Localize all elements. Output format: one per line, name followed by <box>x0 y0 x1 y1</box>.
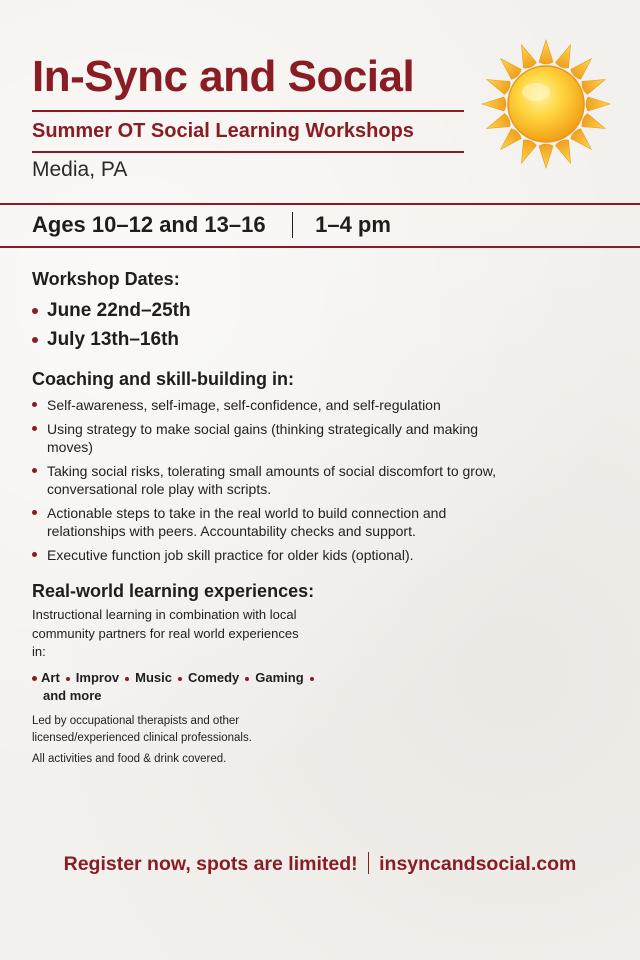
activity-item: Comedy <box>187 670 240 685</box>
date-text: June 22nd–25th <box>47 299 191 321</box>
bullet-dot-icon <box>245 677 249 681</box>
band-top-rule <box>0 203 640 205</box>
skill-text: Actionable steps to take in the real world to build connection and relationships with peers. Accountability checks and support. <box>47 505 447 539</box>
band-separator <box>292 212 294 238</box>
coaching-heading: Coaching and skill-building in: <box>32 369 294 389</box>
page-title: In-Sync and Social <box>32 52 415 101</box>
page-subtitle: Summer OT Social Learning Workshops <box>32 120 414 142</box>
date-text: July 13th–16th <box>47 328 179 350</box>
footer-cta <box>0 852 640 876</box>
coaching-list <box>32 396 502 570</box>
real-world-heading: Real-world learning experiences: <box>32 581 315 601</box>
bullet-dot-icon <box>125 677 129 681</box>
list-item <box>32 462 502 498</box>
location-text: Media, PA <box>32 158 128 181</box>
bullet-dot-icon <box>32 552 37 557</box>
bullet-dot-icon <box>66 677 70 681</box>
footer-separator <box>368 852 370 874</box>
activity-item: Art <box>41 670 60 685</box>
list-item <box>32 546 502 564</box>
list-item <box>32 420 502 456</box>
workshop-dates-heading: Workshop Dates: <box>32 269 180 289</box>
activity-item: Improv <box>75 670 120 685</box>
skill-text: Taking social risks, tolerating small amounts of social discomfort to grow, conversational role play with scripts. <box>47 463 496 497</box>
coverage-note: All activities and food & drink covered. <box>32 753 227 765</box>
sun-icon <box>466 38 622 170</box>
skill-text: Using strategy to make social gains (thinking strategically and making moves) <box>47 421 479 455</box>
band-bottom-rule <box>0 246 640 248</box>
bullet-dot-icon <box>310 677 314 681</box>
list-item <box>32 504 502 540</box>
activity-item: and more <box>43 688 102 703</box>
website-link[interactable]: insyncandsocial.com <box>379 853 577 875</box>
bullet-dot-icon <box>32 510 37 515</box>
bullet-dot-icon <box>32 426 37 431</box>
real-world-description: Instructional learning in combination with local community partners for real world experiences in: <box>32 607 299 659</box>
bullet-dot-icon <box>178 677 182 681</box>
register-cta-text: Register now, spots are limited! <box>63 853 358 875</box>
workshop-dates-list <box>32 296 191 354</box>
skill-text: Self-awareness, self-image, self-confidence, and self-regulation <box>47 397 441 413</box>
activities-list <box>32 669 322 705</box>
bullet-dot-icon <box>32 468 37 473</box>
time-text: 1–4 pm <box>315 212 391 237</box>
activity-item: Gaming <box>255 670 304 685</box>
list-item <box>32 396 502 414</box>
subtitle-divider <box>32 151 464 153</box>
skill-text: Executive function job skill practice for older kids (optional). <box>47 547 414 563</box>
ages-time-band <box>32 210 391 240</box>
list-item <box>32 296 191 325</box>
title-divider <box>32 110 464 112</box>
activity-item: Music <box>135 670 172 685</box>
bullet-dot-icon <box>32 402 37 407</box>
ages-text: Ages 10–12 and 13–16 <box>32 212 266 237</box>
bullet-dot-icon <box>32 676 37 681</box>
staff-note: Led by occupational therapists and other licensed/experienced clinical professionals. <box>32 715 252 744</box>
list-item <box>32 325 191 354</box>
bullet-dot-icon <box>32 337 38 343</box>
bullet-dot-icon <box>32 308 38 314</box>
